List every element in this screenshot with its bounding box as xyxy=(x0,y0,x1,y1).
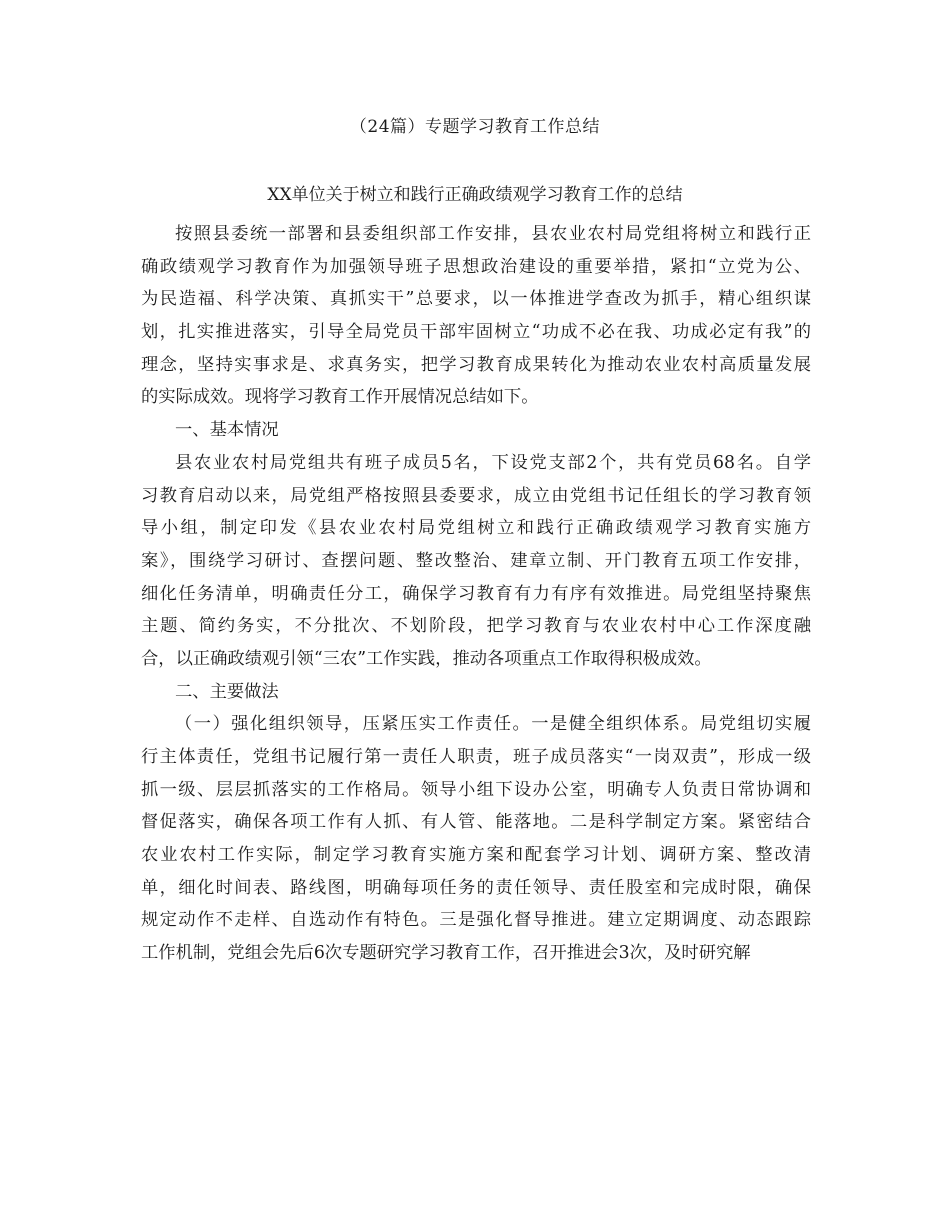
paragraph-line: 单，细化时间表、路线图，明确每项任务的责任领导、责任股室和完成时限，确保 xyxy=(141,877,811,898)
paragraph-line: 习教育启动以来，局党组严格按照县委要求，成立由党组书记任组长的学习教育领 xyxy=(141,485,811,506)
paragraph-line: 按照县委统一部署和县委组织部工作安排，县农业农村局党组将树立和践行正 xyxy=(175,224,811,244)
document-subtitle: XX单位关于树立和践行正确政绩观学习教育工作的总结 xyxy=(267,185,683,205)
paragraph-line: 督促落实，确保各项工作有人抓、有人管、能落地。二是科学制定方案。紧密结合 xyxy=(141,812,811,833)
paragraph-line: 导小组，制定印发《县农业农村局党组树立和践行正确政绩观学习教育实施方 xyxy=(141,518,811,539)
paragraph-line: （一）强化组织领导，压紧压实工作责任。一是健全组织体系。局党组切实履 xyxy=(175,714,811,735)
document-body xyxy=(141,218,811,970)
paragraph-line: 农业农村工作实际，制定学习教育实施方案和配套学习计划、调研方案、整改清 xyxy=(141,845,811,866)
paragraph-line: 确政绩观学习教育作为加强领导班子思想政治建设的重要举措，紧扣“立党为公、 xyxy=(141,256,811,277)
paragraph-line: 行主体责任，党组书记履行第一责任人职责，班子成员落实“一岗双责”，形成一级 xyxy=(141,747,811,767)
paragraph-line: 工作机制，党组会先后6次专题研究学习教育工作，召开推进会3次，及时研究解 xyxy=(141,943,751,964)
paragraph-line: 合，以正确政绩观引领“三农”工作实践，推动各项重点工作取得积极成效。 xyxy=(141,648,712,669)
paragraph-line: 细化任务清单，明确责任分工，确保学习教育有力有序有效推进。局党组坚持聚焦 xyxy=(141,583,811,604)
section-heading: 二、主要做法 xyxy=(175,681,279,702)
paragraph-line: 划，扎实推进落实，引导全局党员干部牢固树立“功成不必在我、功成必定有我”的 xyxy=(141,322,811,343)
paragraph-line: 主题、简约务实，不分批次、不划阶段，把学习教育与农业农村中心工作深度融 xyxy=(141,616,811,637)
paragraph-line: 县农业农村局党组共有班子成员5名，下设党支部2个，共有党员68名。自学 xyxy=(175,452,811,473)
paragraph-line: 理念，坚持实事求是、求真务实，把学习教育成果转化为推动农业农村高质量发展 xyxy=(141,354,811,375)
paragraph-line: 为民造福、科学决策、真抓实干”总要求，以一体推进学查改为抓手，精心组织谋 xyxy=(141,289,811,310)
document-title: （24篇）专题学习教育工作总结 xyxy=(349,117,601,137)
paragraph-line: 抓一级、层层抓落实的工作格局。领导小组下设办公室，明确专人负责日常协调和 xyxy=(141,779,811,800)
paragraph-line: 规定动作不走样、自选动作有特色。三是强化督导推进。建立定期调度、动态跟踪 xyxy=(141,910,811,931)
paragraph-line: 的实际成效。现将学习教育工作开展情况总结如下。 xyxy=(141,387,539,408)
section-heading: 一、基本情况 xyxy=(175,420,279,441)
paragraph-line: 案》，围绕学习研讨、查摆问题、整改整治、建章立制、开门教育五项工作安排， xyxy=(141,550,811,571)
